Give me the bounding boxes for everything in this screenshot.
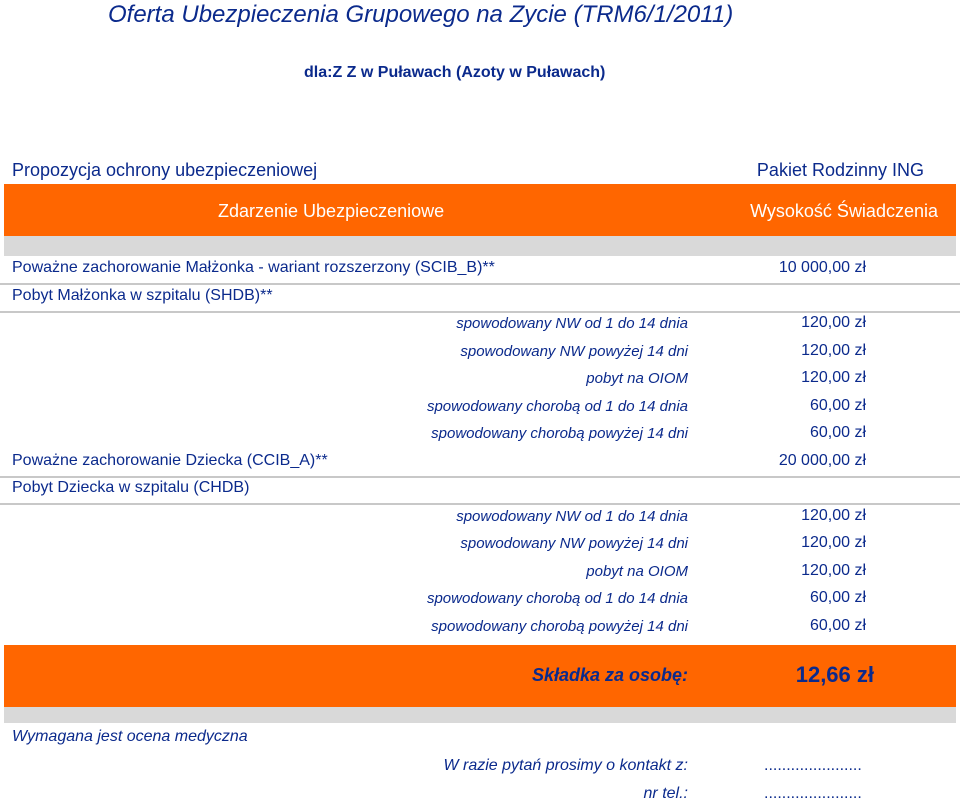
package-label: Pakiet Rodzinny ING: [756, 160, 924, 180]
contact-person-value: ......................: [764, 757, 862, 774]
table-row: [0, 531, 960, 558]
benefit-label: Pobyt Dziecka w szpitalu (CHDB): [12, 479, 250, 496]
header-amount: Wysokość Świadczenia: [750, 201, 938, 221]
document-title: Oferta Ubezpieczenia Grupowego na Zycie (TRM6/1/2011): [108, 1, 734, 28]
phone-value: ......................: [764, 785, 862, 802]
benefit-value: 60,00 zł: [809, 424, 866, 441]
benefit-value: 10 000,00 zł: [778, 259, 866, 276]
medical-note: Wymagana jest ocena medyczna: [12, 728, 248, 745]
benefit-sublabel: spowodowany NW powyżej 14 dni: [460, 535, 688, 552]
premium-band: [4, 645, 956, 707]
header-separator: [4, 236, 956, 256]
header-event: Zdarzenie Ubezpieczeniowe: [218, 201, 445, 221]
document-subtitle: dla:Z Z w Puławach (Azoty w Puławach): [304, 64, 606, 81]
table-row: [0, 256, 960, 285]
table-row: [0, 421, 960, 448]
benefit-value: 120,00 zł: [801, 507, 866, 524]
table-row: [0, 311, 960, 338]
premium-label: Składka za osobę:: [531, 665, 688, 685]
benefit-sublabel: spowodowany NW od 1 do 14 dnia: [456, 315, 688, 332]
benefit-label: Poważne zachorowanie Małżonka - wariant rozszerzony (SCIB_B)**: [12, 259, 495, 276]
benefit-sublabel: spowodowany chorobą od 1 do 14 dnia: [426, 398, 688, 415]
benefit-label: Poważne zachorowanie Dziecka (CCIB_A)**: [12, 452, 328, 469]
benefit-value: 60,00 zł: [809, 397, 866, 414]
table-row: [0, 559, 960, 586]
proposal-label: Propozycja ochrony ubezpieczeniowej: [12, 160, 318, 180]
table-row: [0, 449, 960, 478]
benefit-label: Pobyt Małżonka w szpitalu (SHDB)**: [12, 287, 273, 304]
phone-label: nr tel.:: [643, 785, 688, 802]
benefit-value: 120,00 zł: [801, 562, 866, 579]
benefit-value: 120,00 zł: [801, 314, 866, 331]
table-row: [0, 339, 960, 366]
premium-value: 12,66 zł: [795, 662, 874, 687]
benefit-value: 60,00 zł: [809, 617, 866, 634]
benefit-sublabel: spowodowany chorobą powyżej 14 dni: [431, 425, 688, 442]
contact-question: W razie pytań prosimy o kontakt z:: [443, 757, 688, 774]
table-row: [0, 284, 960, 313]
benefit-sublabel: pobyt na OIOM: [586, 563, 688, 580]
table-row: [0, 366, 960, 393]
table-row: [0, 476, 960, 505]
table-row: [0, 394, 960, 421]
premium-separator: [4, 707, 956, 723]
table-row: [0, 586, 960, 613]
benefit-sublabel: spowodowany NW powyżej 14 dni: [460, 343, 688, 360]
table-row: [0, 614, 960, 641]
benefit-value: 60,00 zł: [809, 589, 866, 606]
benefit-value: 120,00 zł: [801, 369, 866, 386]
benefit-sublabel: spowodowany chorobą powyżej 14 dni: [431, 618, 688, 635]
benefit-sublabel: spowodowany chorobą od 1 do 14 dnia: [426, 590, 688, 607]
benefit-value: 20 000,00 zł: [778, 452, 866, 469]
benefit-value: 120,00 zł: [801, 534, 866, 551]
benefit-sublabel: spowodowany NW od 1 do 14 dnia: [456, 508, 688, 525]
table-row: [0, 504, 960, 531]
benefit-sublabel: pobyt na OIOM: [586, 370, 688, 387]
table-header-band: [4, 184, 956, 236]
benefit-value: 120,00 zł: [801, 342, 866, 359]
